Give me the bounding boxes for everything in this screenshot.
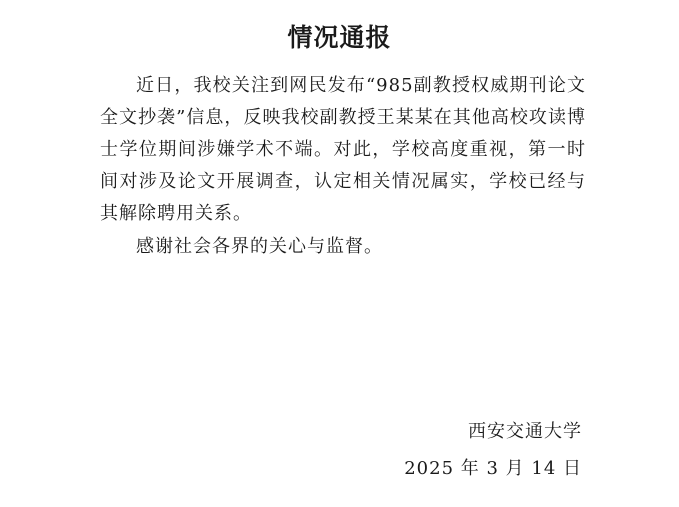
- notice-paragraph: 近日，我校关注到网民发布“985副教授权威期刊论文全文抄袭”信息，反映我校副教授王某某在其他高校攻读博士学位期间涉嫌学术不端。对此，学校高度重视，第一时间对涉及论文开展调查，认定相关情况属实，学校已经与其解除聘用关系。: [100, 75, 586, 224]
- notice-title: 情况通报: [287, 23, 392, 52]
- notice-body: [100, 70, 586, 263]
- signature-date: 2025 年 3 月 14 日: [404, 458, 582, 479]
- notice-paragraph: 感谢社会各界的关心与监督。: [136, 236, 383, 257]
- signature-organization: 西安交通大学: [468, 421, 582, 442]
